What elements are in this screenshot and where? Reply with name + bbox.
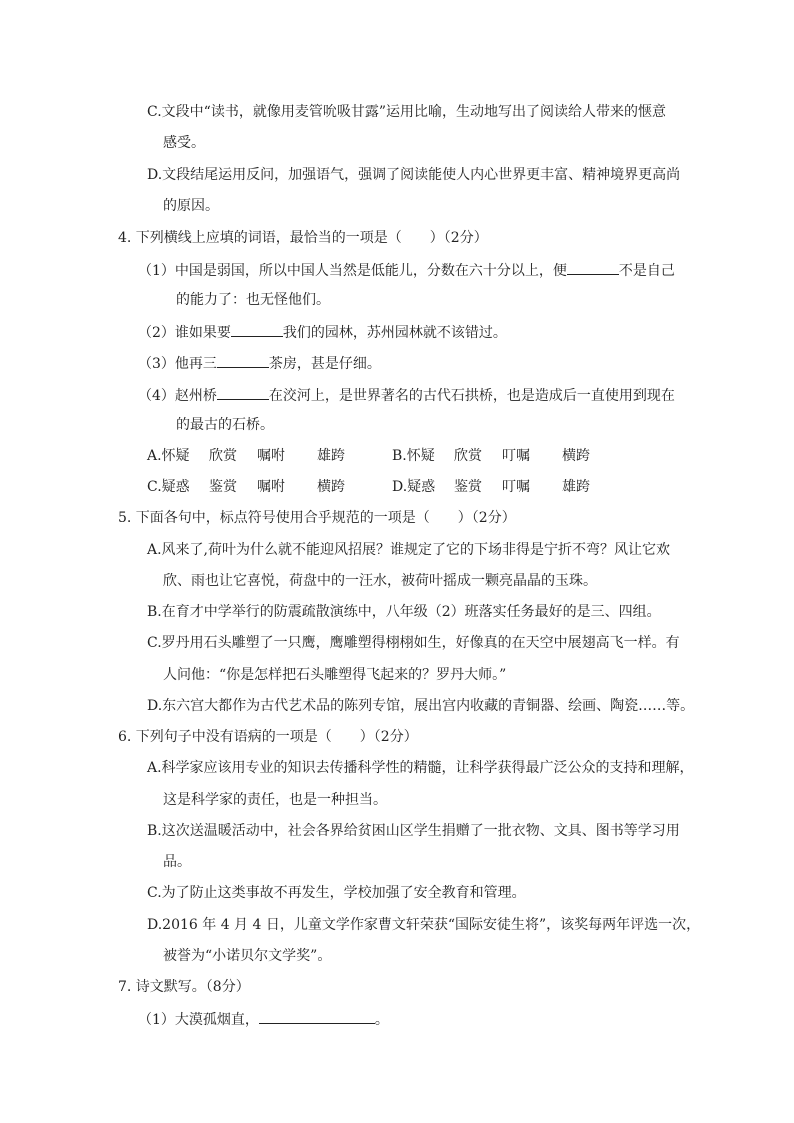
q4-s3-blank[interactable] <box>217 353 269 368</box>
q4-option-c-w4: 横跨 <box>317 479 345 495</box>
q4-option-c-w3: 嘱咐 <box>257 479 285 495</box>
q4-option-a-w4: 雄跨 <box>317 448 345 464</box>
q5-option-d[interactable]: D.东六宫大都作为古代艺术品的陈列专馆，展出宫内收藏的青铜器、绘画、陶瓷……等。 <box>147 698 695 714</box>
q6-option-d-line2: 被誉为“小诺贝尔文学奖”。 <box>163 948 332 964</box>
q4-s1-text-b: 不是自己 <box>618 263 675 279</box>
q4-sentence-1 <box>138 260 675 280</box>
q4-option-a-w1: A.怀疑 <box>147 448 190 464</box>
q7-stem: 7. 诗文默写。（8分） <box>118 979 250 995</box>
q4-option-d-w1: D.疑惑 <box>392 479 436 495</box>
q4-option-d[interactable] <box>392 478 624 496</box>
q4-option-b-w4: 横跨 <box>562 448 590 464</box>
q4-option-c-w2: 鉴赏 <box>209 479 237 495</box>
q6-option-a-line1[interactable]: A.科学家应该用专业的知识去传播科学性的精髓，让科学获得最广泛公众的支持和理解， <box>147 760 694 776</box>
q7-s1-text-b: 。 <box>374 1012 389 1028</box>
q6-option-b-line1[interactable]: B.这次送温暖活动中，社会各界给贫困山区学生捐赠了一批衣物、文具、图书等学习用 <box>147 823 680 839</box>
q3-option-c-line2: 感受。 <box>163 135 205 151</box>
q3-option-c-line1: C.文段中“读书，就像用麦管吮吸甘露”运用比喻，生动地写出了阅读给人带来的惬意 <box>147 104 666 120</box>
q4-s4-blank[interactable] <box>217 385 269 400</box>
q4-sentence-3 <box>138 353 381 373</box>
q4-s2-text-b: 我们的园林，苏州园林就不该错过。 <box>282 325 507 341</box>
q4-option-d-w4: 雄跨 <box>562 479 590 495</box>
q4-s2-blank[interactable] <box>231 322 283 337</box>
q4-option-a-w3: 嘱咐 <box>257 448 285 464</box>
q4-option-a-w2: 欣赏 <box>209 448 237 464</box>
q4-s2-text-a: （2）谁如果要 <box>138 325 231 341</box>
q4-s1-text-a: （1）中国是弱国，所以中国人当然是低能儿，分数在六十分以上，便 <box>138 263 567 279</box>
q4-option-b-w1: B.怀疑 <box>392 448 435 464</box>
q4-s1-blank[interactable] <box>567 260 619 275</box>
q4-option-d-w3: 叮嘱 <box>502 479 530 495</box>
q4-s3-text-b: 茶房，甚是仔细。 <box>268 356 381 372</box>
q6-option-c[interactable]: C.为了防止这类事故不再发生，学校加强了安全教育和管理。 <box>147 885 526 901</box>
q5-option-a-line2: 欣、雨也让它喜悦，荷盘中的一汪水，被荷叶摇成一颗亮晶晶的玉珠。 <box>163 573 597 589</box>
q4-s4-text-b: 在洨河上，是世界著名的古代石拱桥，也是造成后一直使用到现在 <box>268 388 675 404</box>
q4-sentence-4 <box>138 385 675 405</box>
q7-s1-text-a: （1）大漠孤烟直， <box>138 1012 259 1028</box>
q4-option-a[interactable] <box>147 447 379 465</box>
q4-option-c-w1: C.疑惑 <box>147 479 190 495</box>
q4-s3-text-a: （3）他再三 <box>138 356 217 372</box>
q5-option-a-line1[interactable]: A.风来了,荷叶为什么就不能迎风招展？谁规定了它的下场非得是宁折不弯？风让它欢 <box>147 542 671 558</box>
q5-option-c-line2: 人问他：“你是怎样把石头雕塑得飞起来的？罗丹大师。” <box>163 667 507 683</box>
q6-option-d-line1[interactable]: D.2016 年 4 月 4 日，儿童文学作家曹文轩荣获“国际安徒生将”，该奖每两年评选一次， <box>147 917 701 933</box>
q4-option-d-w2: 鉴赏 <box>454 479 482 495</box>
q5-option-c-line1[interactable]: C.罗丹用石头雕塑了一只鹰，鹰雕塑得栩栩如生，好像真的在天空中展翅高飞一样。有 <box>147 635 680 651</box>
q4-s4-line2: 的最古的石桥。 <box>176 417 274 433</box>
q3-option-d-line1: D.文段结尾运用反问，加强语气，强调了阅读能使人内心世界更丰富、精神境界更高尚 <box>147 167 681 183</box>
q7-s1-blank[interactable] <box>259 1009 375 1024</box>
q4-option-b-w3: 叮嘱 <box>502 448 530 464</box>
q4-stem: 4. 下列横线上应填的词语，最恰当的一项是（ ）（2分） <box>118 230 488 246</box>
q6-option-a-line2: 这是科学家的责任，也是一种担当。 <box>163 792 387 808</box>
q6-option-b-line2: 品。 <box>163 854 191 870</box>
q7-item-1 <box>138 1009 389 1029</box>
q4-s1-line2: 的能力了：也无怪他们。 <box>176 292 330 308</box>
q4-sentence-2 <box>138 322 507 342</box>
q4-option-b[interactable] <box>392 447 624 465</box>
q6-stem: 6. 下列句子中没有语病的一项是（ ）（2分） <box>118 729 418 745</box>
q3-option-d-line2: 的原因。 <box>163 198 219 214</box>
q5-option-b[interactable]: B.在育才中学举行的防震疏散演练中，八年级（2）班落实任务最好的是三、四组。 <box>147 604 661 620</box>
q5-stem: 5. 下面各句中，标点符号使用合乎规范的一项是（ ）（2分） <box>118 510 516 526</box>
q4-option-b-w2: 欣赏 <box>454 448 482 464</box>
q4-option-c[interactable] <box>147 478 379 496</box>
q4-s4-text-a: （4）赵州桥 <box>138 388 217 404</box>
